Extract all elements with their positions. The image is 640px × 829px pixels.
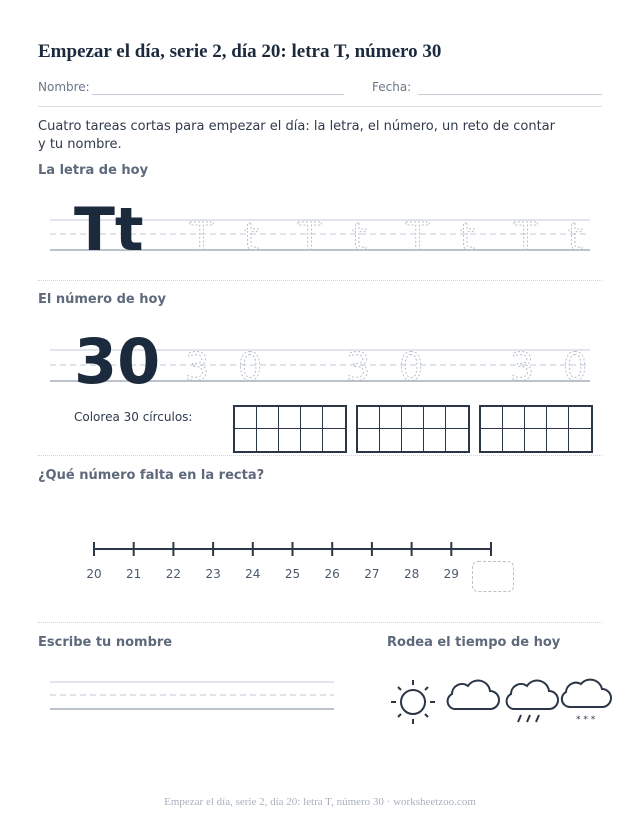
ten-frame-cell[interactable] — [503, 429, 525, 451]
ten-frame-cell[interactable] — [380, 429, 402, 451]
ten-frame-cell[interactable] — [446, 407, 468, 429]
cloud-icon[interactable] — [448, 680, 499, 709]
snow-icon[interactable] — [562, 680, 611, 725]
letter-trace-2[interactable]: t — [244, 215, 259, 259]
number-trace-6[interactable]: 0 — [563, 345, 588, 389]
name-heading: Escribe tu nombre — [38, 635, 173, 650]
letter-trace-8[interactable]: t — [568, 215, 583, 259]
ten-frame-cell[interactable] — [547, 407, 569, 429]
number-line-label: 29 — [443, 567, 459, 581]
ten-frame-cell[interactable] — [525, 429, 547, 451]
date-field[interactable] — [418, 94, 602, 95]
ten-frame-cell[interactable] — [402, 407, 424, 429]
ten-frame-cell[interactable] — [257, 407, 279, 429]
number-line-label: 28 — [403, 567, 420, 581]
number-model: 30 — [74, 325, 161, 392]
number-line-label: 21 — [126, 567, 142, 581]
letter-trace-3[interactable]: T — [298, 215, 322, 259]
weather-heading: Rodea el tiempo de hoy — [387, 635, 561, 650]
letter-trace-6[interactable]: t — [460, 215, 475, 259]
missing-number-box[interactable] — [472, 561, 514, 592]
ten-frame-cell[interactable] — [525, 407, 547, 429]
letter-tracing-area — [0, 190, 640, 262]
ten-frame-cell[interactable] — [481, 429, 503, 451]
section-divider — [38, 455, 602, 456]
ten-frame-cell[interactable] — [358, 407, 380, 429]
weather-icons — [380, 670, 620, 730]
ten-frame-cell[interactable] — [569, 429, 591, 451]
letter-trace-7[interactable]: T — [514, 215, 538, 259]
numberline-heading: ¿Qué número falta en la recta? — [38, 468, 265, 483]
number-trace-3[interactable]: 3 — [346, 345, 371, 389]
ten-frame-cell[interactable] — [323, 407, 345, 429]
section-divider — [38, 622, 602, 623]
number-heading: El número de hoy — [38, 292, 166, 307]
ten-frame-cell[interactable] — [569, 407, 591, 429]
number-line-label: 22 — [165, 567, 182, 581]
number-trace-1[interactable]: 3 — [185, 345, 210, 389]
ten-frame — [233, 405, 347, 453]
ten-frame-cell[interactable] — [358, 429, 380, 451]
number-line-label: 20 — [86, 567, 102, 581]
letter-trace-5[interactable]: T — [406, 215, 430, 259]
date-label: Fecha: — [372, 80, 412, 94]
ten-frame-cell[interactable] — [235, 407, 257, 429]
ten-frame-cell[interactable] — [402, 429, 424, 451]
ten-frame-cell[interactable] — [235, 429, 257, 451]
ten-frame-cell[interactable] — [279, 407, 301, 429]
ten-frame-cell[interactable] — [380, 407, 402, 429]
section-divider — [38, 280, 602, 281]
number-line-label: 27 — [364, 567, 380, 581]
number-line — [0, 535, 640, 565]
letter-model: Tt — [74, 195, 144, 262]
ten-frame — [356, 405, 470, 453]
ten-frame-cell[interactable] — [424, 407, 446, 429]
number-line-label: 26 — [324, 567, 340, 581]
instructions: Cuatro tareas cortas para empezar el día: la letra, el número, un reto de contar y tu nombre. — [38, 119, 555, 152]
number-line-label: 23 — [205, 567, 221, 581]
ten-frame-cell[interactable] — [446, 429, 468, 451]
number-trace-4[interactable]: 0 — [399, 345, 424, 389]
name-field[interactable] — [92, 94, 344, 95]
ten-frame-cell[interactable] — [481, 407, 503, 429]
ten-frame-cell[interactable] — [424, 429, 446, 451]
number-line-label: 24 — [245, 567, 261, 581]
page-title: Empezar el día, serie 2, día 20: letra T, número 30 — [38, 41, 442, 62]
header-divider — [38, 106, 602, 107]
name-label: Nombre: — [38, 80, 90, 94]
ten-frame-cell[interactable] — [323, 429, 345, 451]
number-trace-5[interactable]: 3 — [510, 345, 535, 389]
letter-heading: La letra de hoy — [38, 163, 149, 178]
svg-text:* * *: * * * — [576, 715, 596, 725]
rain-icon[interactable] — [507, 680, 558, 722]
sun-icon[interactable] — [391, 680, 435, 724]
number-line-label: 25 — [284, 567, 301, 581]
ten-frame-cell[interactable] — [257, 429, 279, 451]
ten-frame-cell[interactable] — [503, 407, 525, 429]
color-prompt: Colorea 30 círculos: — [74, 410, 193, 424]
ten-frame-cell[interactable] — [301, 407, 323, 429]
ten-frame-cell[interactable] — [301, 429, 323, 451]
number-tracing-area — [0, 320, 640, 392]
name-writing-lines[interactable] — [0, 670, 340, 715]
ten-frame-cell[interactable] — [547, 429, 569, 451]
ten-frame-cell[interactable] — [279, 429, 301, 451]
number-trace-2[interactable]: 0 — [238, 345, 263, 389]
footer: Empezar el día, serie 2, día 20: letra T, número 30 · worksheetzoo.com — [164, 796, 476, 808]
ten-frame — [479, 405, 593, 453]
letter-trace-1[interactable]: T — [190, 215, 214, 259]
letter-trace-4[interactable]: t — [352, 215, 367, 259]
